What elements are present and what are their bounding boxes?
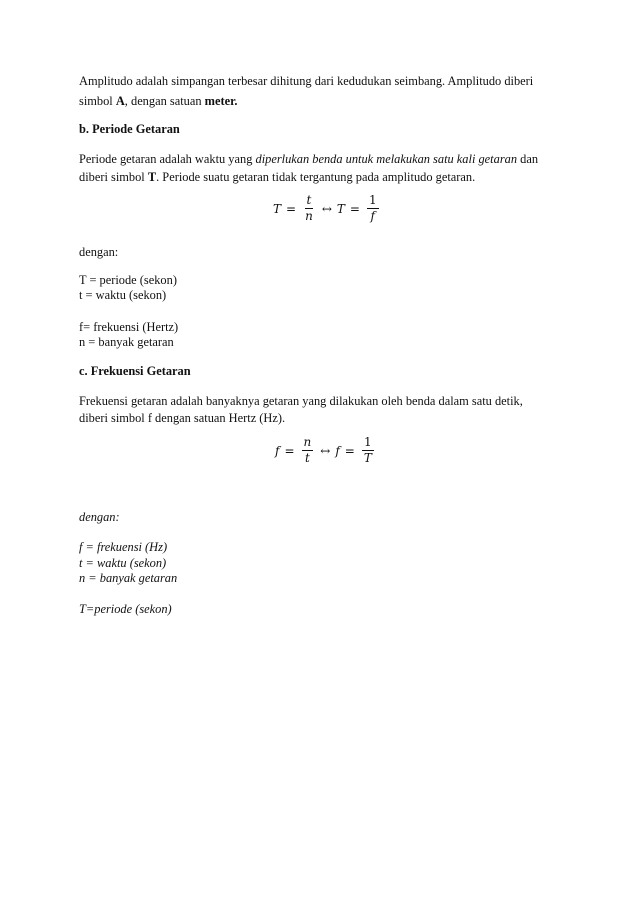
definition-line: f= frekuensi (Hertz): [79, 320, 179, 334]
fraction-numerator: t: [306, 193, 312, 207]
fraction: [362, 435, 374, 466]
heading-periode-getaran: b. Periode Getaran: [79, 122, 180, 136]
fraction: [303, 193, 315, 224]
definition-line: n = banyak getaran: [79, 335, 174, 349]
text: , dengan satuan: [124, 94, 205, 108]
fraction-denominator: f: [370, 209, 375, 223]
text: simbol: [79, 94, 116, 108]
formula-arrow: ↔: [321, 201, 332, 216]
text: diberi simbol: [79, 170, 148, 184]
fraction-denominator: t: [304, 451, 310, 465]
formula-symbol: f: [275, 443, 280, 458]
frekuensi-line-2: diberi simbol f dengan satuan Hertz (Hz).: [79, 411, 286, 425]
formula-frekuensi: [275, 435, 376, 466]
fraction-denominator: T: [363, 451, 372, 465]
text: . Periode suatu getaran tidak tergantung pada amplitudo getaran.: [156, 170, 476, 184]
unit-meter: meter.: [204, 94, 238, 108]
periode-line-2: [79, 170, 475, 185]
dengan-label: dengan:: [79, 245, 119, 259]
italic-phrase: diperlukan benda untuk melakukan satu kali getaran: [255, 152, 518, 166]
heading-frekuensi-getaran: c. Frekuensi Getaran: [79, 364, 191, 378]
symbol-a: A: [115, 94, 125, 108]
formula-symbol: f: [335, 443, 340, 458]
formula-equals: =: [286, 201, 297, 216]
definition-line: T = periode (sekon): [79, 273, 177, 287]
formula-equals: =: [349, 201, 360, 216]
symbol-t: T: [147, 170, 157, 184]
definition-line: f = frekuensi (Hz): [79, 540, 168, 554]
formula-equals: =: [284, 443, 295, 458]
fraction: [367, 193, 379, 224]
fraction: [302, 435, 314, 466]
definition-line: n = banyak getaran: [79, 571, 178, 585]
fraction-numerator: 1: [368, 193, 377, 207]
definition-line: t = waktu (sekon): [79, 288, 167, 302]
amplitudo-line-1: Amplitudo adalah simpangan terbesar dihitung dari kedudukan seimbang. Amplitudo diberi: [79, 74, 534, 88]
periode-line-1: [79, 152, 538, 167]
frekuensi-line-1: Frekuensi getaran adalah banyaknya getaran yang dilakukan oleh benda dalam satu detik,: [79, 394, 523, 408]
fraction-numerator: 1: [364, 435, 372, 449]
fraction-numerator: n: [303, 435, 312, 449]
text: Periode getaran adalah waktu yang: [79, 152, 256, 166]
fraction-denominator: n: [305, 209, 313, 223]
amplitudo-line-2: [79, 94, 238, 109]
definition-line: t = waktu (sekon): [79, 556, 167, 570]
definition-line: T=periode (sekon): [79, 602, 172, 616]
formula-equals: =: [344, 443, 355, 458]
formula-periode: [273, 193, 381, 224]
formula-symbol: T: [336, 201, 345, 216]
dengan-label: dengan:: [79, 510, 120, 524]
text: dan: [517, 152, 539, 166]
formula-symbol: T: [273, 201, 282, 216]
formula-arrow: ↔: [320, 443, 331, 458]
